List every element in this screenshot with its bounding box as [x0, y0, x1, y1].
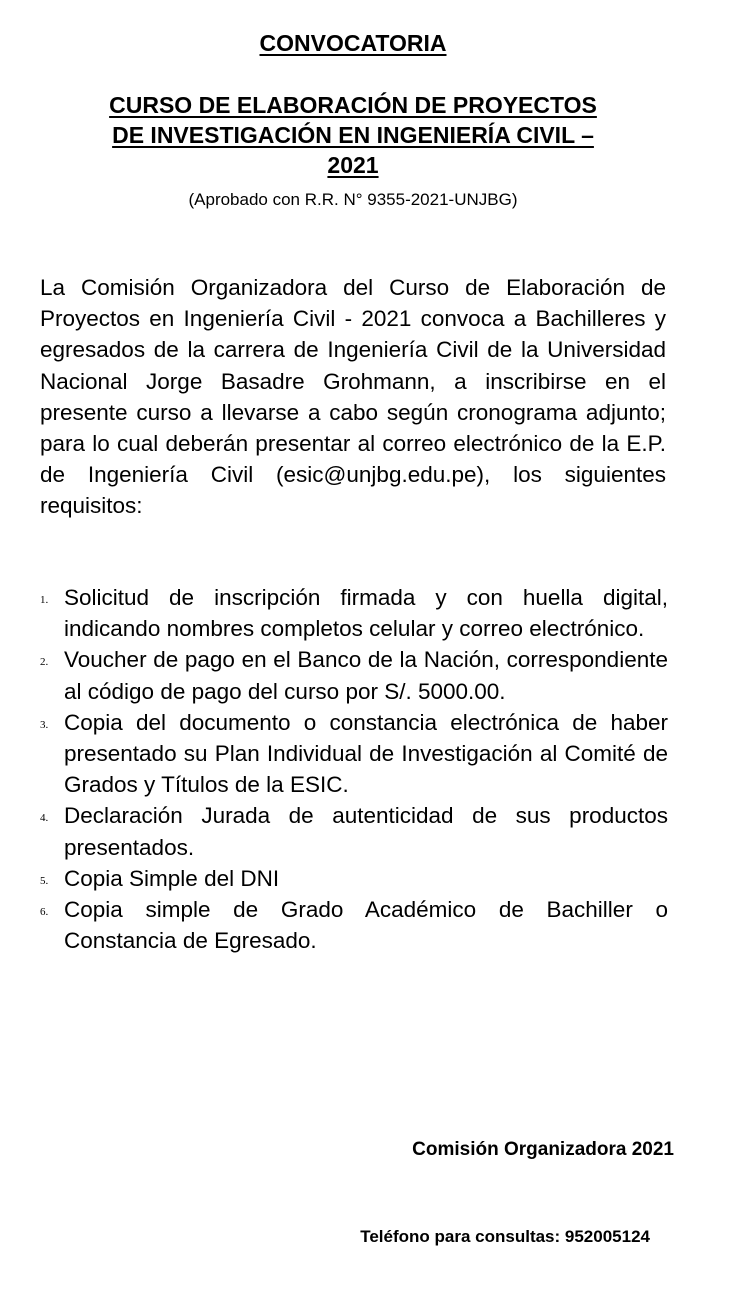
- approval-note: (Aprobado con R.R. N° 9355-2021-UNJBG): [188, 190, 518, 209]
- requirement-item: [40, 582, 668, 644]
- requirement-number: 2.: [40, 656, 49, 669]
- requirement-number: 6.: [40, 906, 49, 919]
- course-title-line-1: CURSO DE ELABORACIÓN DE PROYECTOS: [109, 92, 597, 118]
- intro-paragraph: La Comisión Organizadora del Curso de Elaboración de Proyectos en Ingeniería Civil - 2021 convoca a Bachilleres y egresados de la carrera de Ingeniería Civil de la Universidad Nacional Jorge Basadre Grohmann, a inscribirse en el presente curso a llevarse a cabo según cronograma adjunto; para lo cual deberán presentar al correo electrónico de la E.P. de Ingeniería Civil (esic@unjbg.edu.pe), los siguientes requisitos:: [40, 275, 666, 519]
- requirement-item: [40, 863, 668, 894]
- document-heading: CONVOCATORIA: [259, 30, 447, 56]
- requirement-text: Copia Simple del DNI: [64, 865, 280, 891]
- course-title-line-2: DE INVESTIGACIÓN EN INGENIERÍA CIVIL –: [112, 122, 594, 148]
- requirement-text: Solicitud de inscripción firmada y con huella digital, indicando nombres completos celular y correo electrónico.: [64, 585, 668, 642]
- requirement-text: Copia del documento o constancia electrónica de haber presentado su Plan Individual de Investigación al Comité de Grados y Títulos de la ESIC.: [64, 709, 668, 798]
- signature-line: Comisión Organizadora 2021: [412, 1139, 674, 1160]
- requirement-item: [40, 894, 668, 956]
- requirement-number: 1.: [40, 594, 49, 606]
- course-title: [40, 90, 666, 180]
- requirement-text: Copia simple de Grado Académico de Bachiller o Constancia de Egresado.: [64, 897, 668, 954]
- requirement-item: [40, 800, 668, 862]
- requirement-number: 3.: [40, 718, 49, 731]
- requirement-text: Voucher de pago en el Banco de la Nación, correspondiente al código de pago del curso por S/. 5000.00.: [64, 647, 668, 704]
- requirement-item: [40, 644, 668, 706]
- requirement-number: 5.: [40, 874, 49, 887]
- requirement-number: 4.: [40, 812, 49, 825]
- course-title-line-3: 2021: [327, 152, 379, 178]
- contact-phone: Teléfono para consultas: 952005124: [360, 1227, 650, 1246]
- requirements-list: [40, 582, 668, 956]
- requirement-item: [40, 707, 668, 801]
- requirement-text: Declaración Jurada de autenticidad de sus productos presentados.: [64, 803, 668, 860]
